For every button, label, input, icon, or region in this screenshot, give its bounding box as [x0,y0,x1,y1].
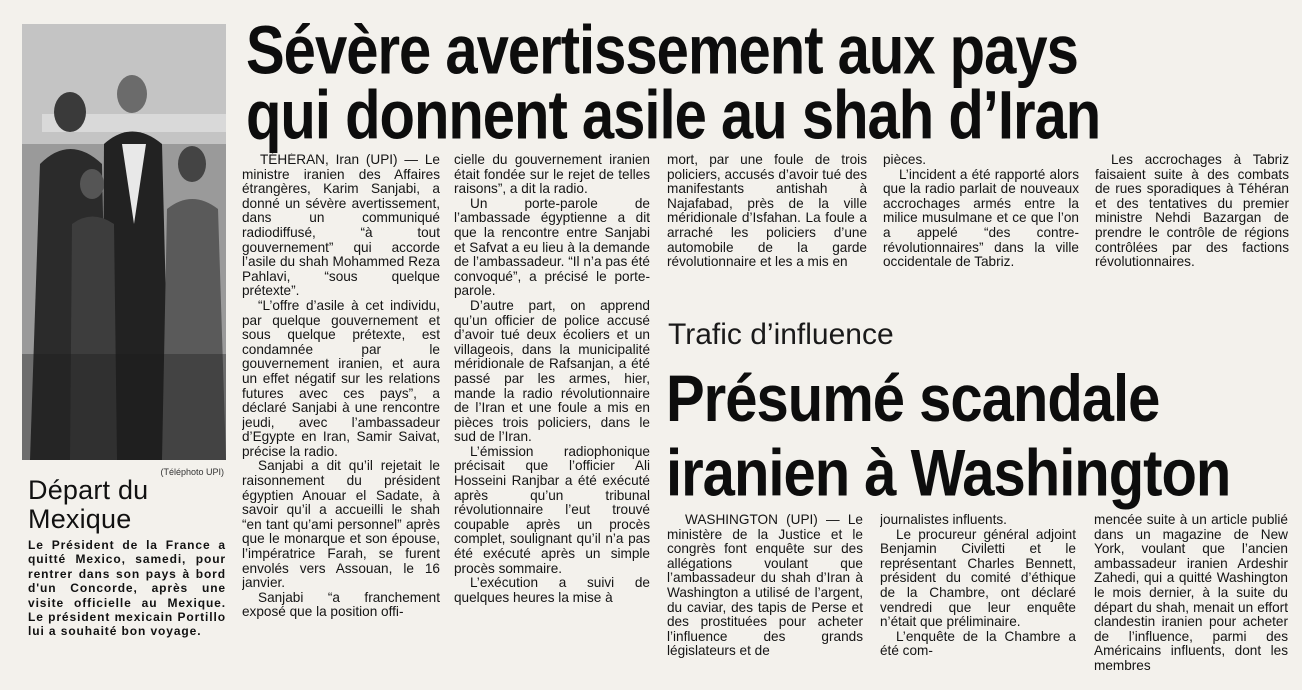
paragraph: TÉHÉRAN, Iran (UPI) — Le ministre iranien des Affaires étrangères, Karim Sanjabi, a donné un sévère avertissement, dans un communiqué radiodiffusé, “à tout gouvernement” qui accorde l’asile du shah Mohammed Reza Pahlavi, “sous quelque prétexte”. [242,153,440,299]
main-headline-line-1: Sévère avertissement aux pays [246,12,1078,89]
second-headline-line-2: iranien à Washington [666,436,1231,511]
paragraph: Les accrochages à Tabriz faisaient suite à des combats de rues sporadiques à Téhéran et des tentatives du premier ministre Nehdi Bazargan de prendre le contrôle de régions contrôlées par des factions révolutionnaires. [1095,153,1289,270]
main-story-column-4 [883,153,1079,291]
second-story-column-2 [880,513,1076,687]
paragraph: mencée suite à un article publié dans un magazine de New York, voulant que l’ancien ambassadeur iranien Ardeshir Zahedi, qui a quitté Washington le mois dernier, à la suite du départ du shah, menait un effort clandestin iranien pour acheter de l’influence, parmi des Américains influents, dont les membres [1094,513,1288,673]
second-story-column-1 [667,513,863,687]
paragraph: L’émission radiophonique précisait que l’officier Ali Hosseini Ranjbar a été exécuté après qu’un tribunal révolutionnaire l’eut trouvé coupable après un procès complet, soulignant qu’il n’a pas été exécuté après un simple procès sommaire. [454,443,650,576]
news-photo [22,24,226,460]
paragraph: Un porte-parole de l’ambassade égyptienne a dit que la rencontre entre Sanjabi et Safvat a eu lieu à la demande de l’ambassadeur. “Il n’a pas été convoqué”, a précisé le porte-parole. [454,195,650,299]
photo-caption-body: Le Président de la France a quitté Mexico, samedi, pour rentrer dans son pays à bord d'un Concorde, après une visite officielle au Mexique. Le président mexicain Portillo lui a souhaité bon voyage. [28,538,226,639]
photo-illustration [22,24,226,460]
paragraph: cielle du gouvernement iranien était fondée sur le rejet de telles raisons”, a dit la radio. [454,153,650,197]
paragraph: Sanjabi “a franchement exposé que la position offi- [242,589,440,620]
main-story-column-2 [454,153,650,677]
main-story-column-5 [1095,153,1289,291]
second-headline [666,362,1296,511]
paragraph: L’incident a été rapporté alors que la radio parlait de nouveaux accrochages armés entre la milice musulmane et ce que l’on a appelé “des contre-révolutionnaires” dans la ville occidentale de Tabriz. [883,166,1079,270]
second-story-kicker: Trafic d’influence [668,318,894,351]
paragraph: D’autre part, on apprend qu’un officier de police accusé d’avoir tué deux écoliers et un villageois, dans la municipalité méridionale de Rafsanjan, a été passé par les armes, hier, mande la radio révolutionnaire de l’Iran et une foule a mis en pièces trois policiers, dans le sud de l’Iran. [454,297,650,445]
second-story-column-3 [1094,513,1288,687]
main-headline-line-2: qui donnent asile au shah d’Iran [246,77,1101,154]
main-story-column-1 [242,153,440,677]
paragraph: Sanjabi a dit qu’il rejetait le raisonnement du président égyptien Anouar el Sadate, à savoir qu’il a accueilli le shah “en tant qu’ami personnel” après que le monarque et son épouse, l’impératrice Farah, se furent envolés vers Assouan, le 16 janvier. [242,458,440,591]
paragraph: journalistes influents. [880,513,1007,527]
paragraph: pièces. [883,153,927,167]
main-headline [246,12,1176,154]
paragraph: “L’offre d’asile à cet individu, par quelque gouvernement et sous quelque prétexte, est condamnée par le gouvernement iranien, et aura un effet négatif sur les relations futures avec ces pays”, a déclaré Sanjabi à une rencontre jeudi, avec l’ambassadeur d’Egypte en Iran, Samir Saivat, précise la radio. [242,297,440,459]
paragraph: mort, par une foule de trois policiers, accusés d’avoir tué des manifestants antishah à Najafabad, près de la ville méridionale d’Isfahan. La foule a arraché les policiers d’une automobile de la garde révolutionnaire et les a mis en [667,153,867,270]
paragraph: L’enquête de la Chambre a été com- [880,628,1076,659]
second-headline-line-1: Présumé scandale [666,362,1160,436]
main-story-column-3 [667,153,867,291]
photo-credit: (Téléphoto UPI) [160,467,224,477]
paragraph: L’exécution a suivi de quelques heures la mise à [454,575,650,605]
paragraph: Le procureur général adjoint Benjamin Civiletti et le représentant Charles Bennett, président du comité d’éthique de la Chambre, ont déclaré vendredi que leur enquête n’était que préliminaire. [880,526,1076,630]
paragraph: WASHINGTON (UPI) — Le ministère de la Justice et le congrès font enquête sur des allégations voulant que l’ambassadeur du shah d’Iran à Washington a utilisé de l’argent, du caviar, des tapis de Perse et des prostituées pour acheter l’influence des grands législateurs et de [667,513,863,659]
photo-caption-title: Départ du Mexique [28,475,149,534]
